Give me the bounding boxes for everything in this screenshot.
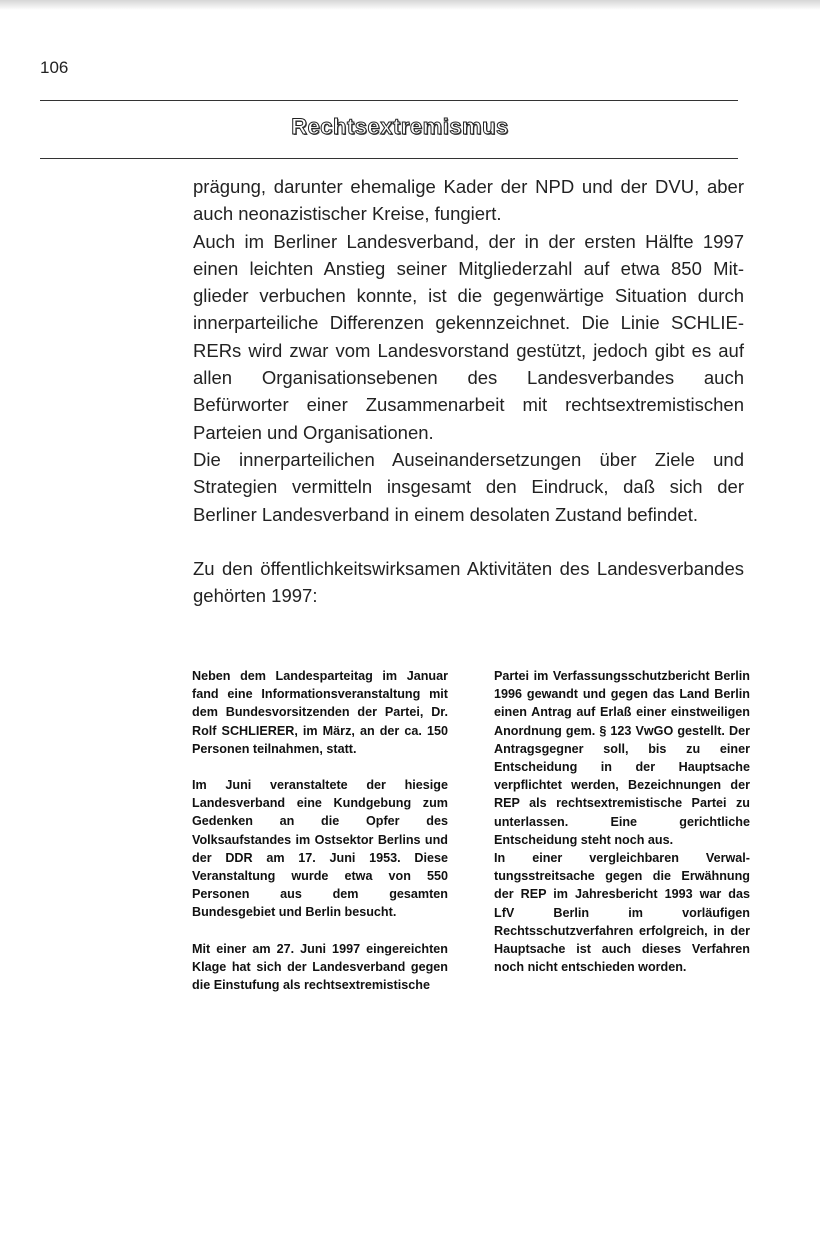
header-rule-bottom <box>40 158 738 159</box>
body-paragraph: Die innerparteilichen Auseinandersetzungen über Ziele und Strategien vermitteln insgesamt den Eindruck, daß sich der Berliner Landesverband in einem desolaten Zustand befindet. <box>193 448 744 525</box>
column-paragraph: Partei im Verfassungsschutzbericht Berlin 1996 gewandt und gegen das Land Berlin einen Antrag auf Erlaß einer einstweiligen Anordnung gem. § 123 VwGO gestellt. Der Antragsgegner soll, bis zu einer Entscheidung in der Hauptsache verpflichtet werden, Bezeichnungen der REP als rechtsextremistische Partei zu unterlassen. Eine gerichtliche Entscheidung steht noch aus. <box>494 669 750 847</box>
column-paragraph: Im Juni veranstaltete der hiesige Landesverband eine Kundgebung zum Gedenken an die Opfer des Volksaufstandes im Ostsektor Berlins und der DDR am 17. Juni 1953. Diese Veranstaltung wurde etwa von 550 Personen aus dem gesamten Bundesgebiet und Berlin besucht. <box>192 778 448 920</box>
left-column <box>192 667 448 1012</box>
column-paragraph: Neben dem Landesparteitag im Januar fand eine Informationsveranstaltung mit dem Bundesvorsitzenden der Partei, Dr. Rolf SCHLIERER, im März, an der ca. 150 Personen teilnahmen, statt. <box>192 669 448 756</box>
right-column <box>494 667 750 976</box>
column-paragraph: In einer vergleichbaren Verwaltungsstreitsache gegen die Erwähnung der REP im Jahresbericht 1993 war das LfV Berlin im vorläufigen Rechtsschutzverfahren erfolgreich, in der Hauptsache ist auch dieses Verfahren noch nicht entschieden worden. <box>494 851 750 975</box>
column-paragraph: Mit einer am 27. Juni 1997 eingereichten Klage hat sich der Landesverband gegen die Einstufung als rechtsextremistische <box>192 941 448 993</box>
header-rule-top <box>40 100 738 101</box>
body-paragraph: Zu den öffentlichkeitswirksamen Aktivitäten des Landesverbandes gehörten 1997: <box>193 557 744 607</box>
body-text <box>193 173 744 609</box>
scan-edge <box>0 0 820 10</box>
body-paragraph: prägung, darunter ehemalige Kader der NPD und der DVU, aber auch neonazistischer Kreise, fungiert. <box>193 176 744 225</box>
running-title: Rechtsextremismus <box>291 114 509 139</box>
body-paragraph: Auch im Berliner Landesverband, der in der ersten Hälfte 1997 einen leichten Anstieg seiner Mitgliederzahl auf etwa 850 Mitglieder verbuchen konnte, ist die gegenwärtige Situation durch innerparteiliche Differenzen gekennzeichnet. Die Linie SCHLIERERs wird zwar vom Landesvorstand gestützt, jedoch gibt es auf allen Organisationsebenen des Landesverbandes auch Befürworter einer Zusammenarbeit mit rechtsextremistischen Parteien und Organisationen. <box>193 230 744 443</box>
page-number: 106 <box>40 58 69 77</box>
